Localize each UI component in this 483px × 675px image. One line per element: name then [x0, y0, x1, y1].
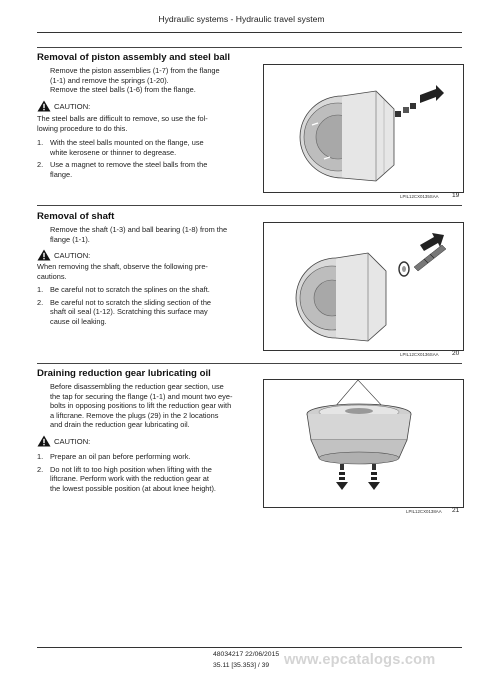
warning-triangle-icon — [37, 100, 51, 112]
intro-line: a liftcrane. Remove the plugs (29) in the 2 locations — [50, 410, 219, 420]
caution-heading — [37, 100, 90, 112]
caution-line: The steel balls are difficult to remove, so use the fol- — [37, 114, 208, 123]
section-2-steps — [37, 285, 252, 326]
caution-label: CAUTION: — [54, 101, 91, 111]
step-number: 2. — [37, 160, 44, 170]
figure-number: 19 — [452, 192, 460, 199]
caution-label: CAUTION: — [54, 436, 91, 446]
figure-19-frame — [263, 64, 464, 193]
intro-line: Remove the steel balls (1-6) from the flange. — [50, 85, 196, 95]
step-line: With the steel balls mounted on the flange, use — [50, 138, 204, 147]
figure-reference: LPIL12CX0135SAA — [400, 194, 439, 199]
figure-reference: LPIL12CX0136SAA — [400, 352, 439, 357]
step-line: Be careful not to scratch the splines on the shaft. — [50, 285, 210, 294]
figure-number: 21 — [452, 507, 460, 514]
oil-drain-illustration — [264, 380, 463, 507]
step-item — [37, 160, 252, 179]
step-item — [37, 465, 252, 494]
step-line: the lowest possible position (at about knee height). — [50, 483, 216, 493]
caution-text — [37, 262, 252, 281]
section-2-intro — [50, 225, 255, 244]
warning-triangle-icon — [37, 435, 51, 447]
figure-reference: LPIL12CX0138AA — [406, 509, 442, 514]
section-3-title: Draining reduction gear lubricating oil — [37, 368, 211, 379]
caution-line: When removing the shaft, observe the following pre- — [37, 262, 208, 271]
step-line: flange. — [50, 169, 73, 179]
footer-page-ref: 35.11 [35.353] / 39 — [213, 662, 270, 669]
step-line: liftcrane. Perform work with the reduction gear at — [50, 474, 209, 484]
step-line: Prepare an oil pan before performing work. — [50, 452, 191, 461]
intro-line: (1-1) and remove the springs (1-20). — [50, 75, 169, 85]
footer-doc-ref: 48034217 22/06/2015 — [213, 651, 280, 658]
watermark: www.epcatalogs.com — [284, 652, 436, 668]
step-item — [37, 452, 252, 462]
section-2-rule — [37, 205, 462, 206]
warning-triangle-icon — [37, 249, 51, 261]
step-line: Do not lift to too high position when lifting with the — [50, 464, 212, 474]
step-item — [37, 298, 252, 327]
section-1-title: Removal of piston assembly and steel ball — [37, 52, 230, 63]
figure-number: 20 — [452, 350, 460, 357]
section-3-steps — [37, 452, 252, 493]
intro-line: bolts in opposing positions to lift the reduction gear with — [50, 401, 232, 411]
section-3-intro — [50, 382, 260, 430]
step-line: shaft oil seal (1-12). Scratching this surface may — [50, 307, 208, 317]
caution-label: CAUTION: — [54, 250, 91, 260]
section-1-intro — [50, 66, 255, 95]
figure-20-frame — [263, 222, 464, 351]
header-rule — [37, 32, 462, 33]
section-2-title: Removal of shaft — [37, 211, 115, 222]
step-number: 1. — [37, 285, 44, 294]
intro-line: Before disassembling the reduction gear section, use — [50, 382, 224, 391]
shaft-removal-illustration — [264, 223, 463, 350]
piston-removal-illustration — [264, 65, 463, 192]
intro-line: Remove the shaft (1-3) and ball bearing (1-8) from the — [50, 225, 228, 234]
caution-line: lowing procedure to do this. — [37, 123, 128, 133]
step-line: cause oil leaking. — [50, 316, 107, 326]
caution-heading — [37, 435, 90, 447]
intro-line: Remove the piston assemblies (1-7) from the flange — [50, 66, 220, 75]
step-line: white kerosene or thinner to degrease. — [50, 147, 177, 157]
step-number: 1. — [37, 138, 44, 147]
caution-text — [37, 114, 252, 133]
intro-line: the tap for securing the flange (1-1) and mount two eye- — [50, 391, 233, 401]
step-item — [37, 138, 252, 157]
figure-21-frame — [263, 379, 464, 508]
page-header: Hydraulic systems - Hydraulic travel system — [158, 14, 325, 24]
step-line: Use a magnet to remove the steel balls from the — [50, 160, 208, 170]
step-number: 2. — [37, 464, 44, 474]
step-number: 2. — [37, 297, 44, 307]
section-1-rule — [37, 47, 462, 48]
intro-line: and drain the reduction gear lubricating oil. — [50, 420, 190, 430]
footer-rule — [37, 647, 462, 648]
step-number: 1. — [37, 452, 44, 461]
section-3-rule — [37, 363, 462, 364]
step-item — [37, 285, 252, 295]
step-line: Be careful not to scratch the sliding section of the — [50, 297, 212, 307]
caution-line: cautions. — [37, 271, 67, 281]
caution-heading — [37, 249, 90, 261]
section-1-steps — [37, 138, 252, 179]
intro-line: flange (1-1). — [50, 234, 90, 244]
